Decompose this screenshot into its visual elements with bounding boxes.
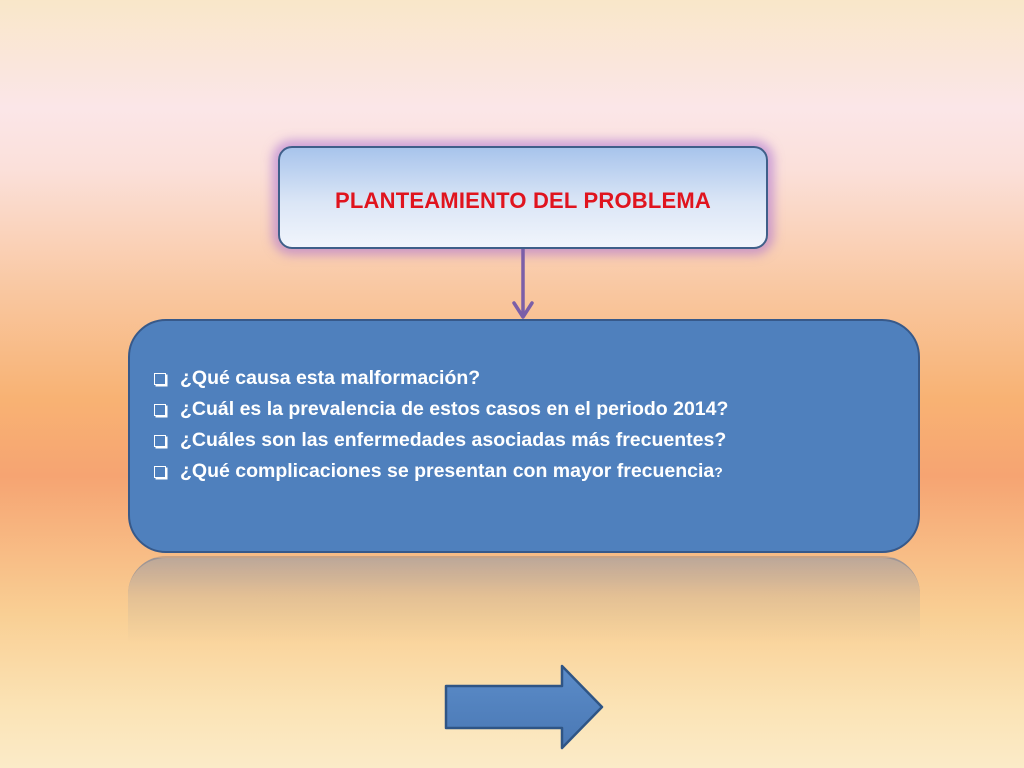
question-text: ¿Qué complicaciones se presentan con mayor frecuencia xyxy=(180,460,715,482)
question-text: ¿Qué causa esta malformación? xyxy=(180,367,481,389)
question-suffix: ? xyxy=(714,463,723,480)
question-text: ¿Cuáles son las enfermedades asociadas más frecuentes? xyxy=(180,429,727,451)
question-list xyxy=(154,363,728,487)
arrow-down-icon xyxy=(508,249,538,323)
title-box xyxy=(278,146,768,249)
questions-box xyxy=(128,319,920,553)
checkbox-bullet-icon xyxy=(154,466,166,478)
slide-title: PLANTEAMIENTO DEL PROBLEMA xyxy=(335,187,711,213)
checkbox-bullet-icon xyxy=(154,373,166,385)
list-item xyxy=(154,394,728,425)
list-item xyxy=(154,425,728,456)
checkbox-bullet-icon xyxy=(154,404,166,416)
arrow-right-icon[interactable] xyxy=(444,664,604,750)
question-text: ¿Cuál es la prevalencia de estos casos en el periodo 2014? xyxy=(180,398,729,420)
list-item xyxy=(154,456,728,487)
checkbox-bullet-icon xyxy=(154,435,166,447)
list-item xyxy=(154,363,728,394)
box-reflection xyxy=(128,556,920,642)
